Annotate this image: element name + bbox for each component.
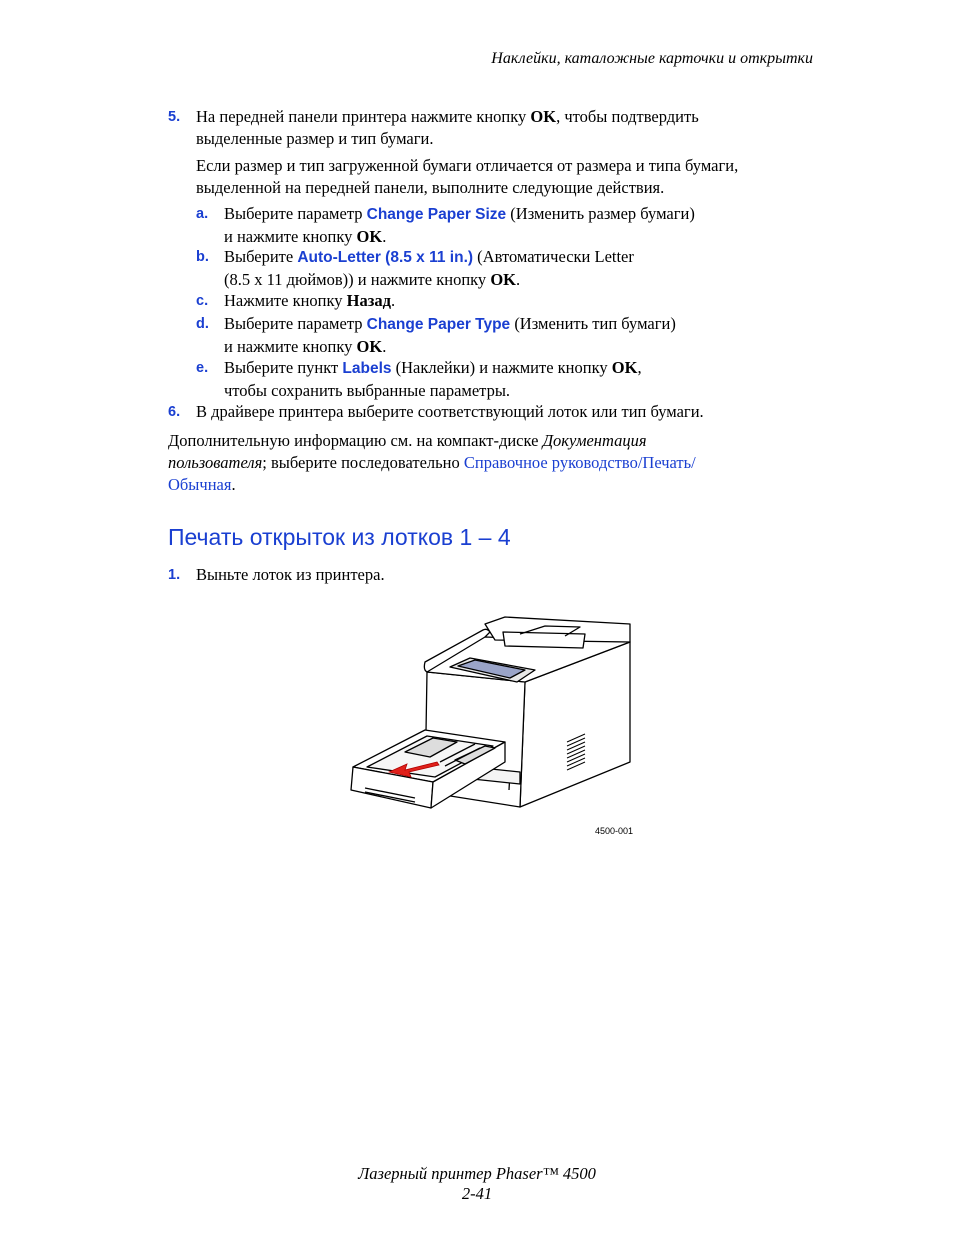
page-number: 2-41 bbox=[461, 1184, 493, 1203]
more-info-paragraph: Дополнительную информацию см. на компакт-диске Документация пользователя; выберите последовательно Справочное руководство/Печать/ Обычная. bbox=[168, 431, 696, 494]
substep-letter: c. bbox=[196, 293, 209, 309]
substep-letter: a. bbox=[196, 206, 209, 222]
substep-d-text: Выберите параметр Change Paper Type (Изменить тип бумаги) и нажмите кнопку OK. bbox=[224, 314, 676, 356]
substep-letter: b. bbox=[196, 249, 209, 265]
substep-a-text: Выберите параметр Change Paper Size (Изменить размер бумаги) и нажмите кнопку OK. bbox=[224, 204, 695, 246]
substep-c-text: Нажмите кнопку Назад. bbox=[224, 291, 396, 310]
step-number: 5. bbox=[168, 109, 181, 125]
reference-guide-link[interactable]: Справочное руководство/Печать/ bbox=[463, 453, 696, 472]
ok-key: OK bbox=[530, 107, 557, 126]
reference-guide-link-cont[interactable]: Обычная bbox=[168, 475, 232, 494]
menu-item-auto-letter: Auto-Letter (8.5 x 11 in.) bbox=[297, 249, 474, 266]
menu-item-change-paper-type: Change Paper Type bbox=[366, 316, 511, 333]
step-number: 6. bbox=[168, 404, 181, 420]
substep-letter: e. bbox=[196, 360, 209, 376]
step-1-text: Выньте лоток из принтера. bbox=[196, 565, 385, 584]
substep-e-text: Выберите пункт Labels (Наклейки) и нажмите кнопку OK, чтобы сохранить выбранные параметры. bbox=[224, 358, 642, 400]
menu-item-change-paper-size: Change Paper Size bbox=[366, 206, 507, 223]
step-5-text: На передней панели принтера нажмите кнопку OK, чтобы подтвердить выделенные размер и тип бумаги. bbox=[196, 107, 699, 148]
step-5-paragraph: Если размер и тип загруженной бумаги отличается от размера и типа бумаги, выделенной на передней панели, выполните следующие действия. bbox=[196, 156, 739, 197]
menu-item-labels: Labels bbox=[342, 360, 392, 377]
running-header: Наклейки, каталожные карточки и открытки bbox=[491, 50, 813, 67]
footer-title: Лазерный принтер Phaser™ 4500 bbox=[358, 1164, 596, 1183]
figure-label: 4500-001 bbox=[595, 826, 634, 836]
section-title: Печать открыток из лотков 1 – 4 bbox=[168, 524, 511, 550]
back-key: Назад bbox=[346, 291, 391, 310]
substep-b-text: Выберите Auto-Letter (8.5 x 11 in.) (Автоматически Letter (8.5 x 11 дюймов)) и нажмите кнопку OK. bbox=[224, 247, 634, 289]
substep-letter: d. bbox=[196, 316, 209, 332]
printer-tray-illustration bbox=[345, 612, 640, 824]
step-6-text: В драйвере принтера выберите соответствующий лоток или тип бумаги. bbox=[196, 402, 704, 421]
step-number: 1. bbox=[168, 567, 181, 583]
